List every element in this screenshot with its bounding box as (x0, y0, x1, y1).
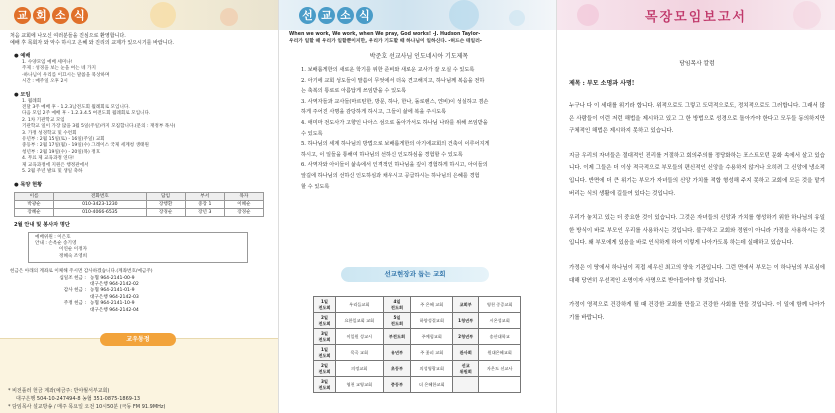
section-line: 4. 무료 제 교육과정 연다! (22, 156, 75, 162)
table-cell: 자은도 선교사 (479, 361, 521, 377)
table-cell: 하양성결교회 (411, 313, 453, 329)
table-cell: 장경순 (146, 208, 185, 216)
table-cell (479, 377, 521, 393)
column-paragraph: 우리가 놓치고 있는 더 중요한 것이 있습니다. 그것은 자녀들의 신앙과 가치를 형성하기 위한 하나님의 유일한 방식이 바로 부모인 우리를 사용하시는 것입니다. 불구하고 교회와 정원이 아니라 가정을 사용하시는 것입니다. 왜 부모에게 있음을 바로 인식하게 하여 이렇게 나아가도록 하는데 실패하고 있습니다. (569, 215, 825, 247)
donation-account: 농협 964-2141-10-9 (90, 301, 135, 307)
table-cell: 2일 전도회 (314, 361, 336, 377)
cell-report-title: 목장모임보고서 (645, 9, 747, 25)
mission-news-panel (278, 0, 556, 413)
column-topic: 제목 : 부모 소명과 사명! (569, 80, 635, 87)
table-cell: 시온성교회 (479, 313, 521, 329)
prayer-item: 는 축복의 통로로 아름답게 쓰임받을 수 있도록 (301, 88, 407, 95)
section-line: 1. 수양모임 예배 세미나! (22, 60, 73, 65)
table-cell: 4일 전도회 (383, 297, 411, 313)
missions-badge: 선교현장과 돕는 교회 (341, 267, 489, 282)
mission-support-table (313, 296, 521, 393)
volunteers-box (28, 232, 248, 264)
donation-label: 주정 헌금 : (63, 301, 86, 307)
footer-line: 대구은행 504-10-247494-8 농협 351-0875-1869-13 (16, 396, 141, 402)
volunteer-line: 정혜숙 조영희 (59, 253, 88, 259)
table-header: 이름 (15, 192, 54, 200)
table-cell: 3일 전도회 (314, 329, 336, 345)
donation-label (10, 308, 90, 314)
table-row (314, 361, 521, 377)
section-heading: 2월 안내 및 봉사자 명단 (14, 221, 70, 228)
meetings-section (0, 92, 278, 176)
cell-report-panel (556, 0, 835, 413)
church-news-banner (0, 0, 278, 30)
column-paragraph: 지금 우리의 자녀들은 절대적인 진리를 거절하고 회의주의를 정당화하는 포스트모던 문화 속에서 살고 있습니다. 이제 그들은 더 이상 적극적으로 부모들의 편신적인 신앙을 수용하지 않거나 오히려 그 신앙에 냉소적입니다. 반면에 더 큰 위기는 부모가 자녀들의 신앙 가치를 적합 형성해 주지 못하고 교회에 모든 것을 맡겨 버리는 식의 생활에 길들여 있다는 것입니다. (569, 152, 825, 197)
donation-label: 감사 헌금 : (63, 288, 86, 294)
prayer-item: 할 수 있도록 (301, 183, 330, 190)
donation-account: 대구은행 964-2142-03 (90, 294, 139, 300)
table-cell: 부전도회 (383, 329, 411, 345)
member-news-footer (0, 338, 278, 413)
prayer-item: 4. 애미마 전도사가 고향인 나아스 섬으로 돌아가서도 하나님 나라를 위해 쓰임받을 (301, 119, 488, 126)
title-char: 교 (14, 7, 31, 24)
title-char: 소 (337, 7, 354, 24)
table-header: 전화번호 (54, 192, 146, 200)
table-cell: 의정교회 (336, 361, 384, 377)
donation-intro: 헌금은 아래의 계좌로 이체해 주시면 감사하겠습니다.(계좌번호/예금주) (10, 269, 153, 275)
worship-section (0, 53, 278, 86)
volunteer-line: 이연순 이정자 (59, 247, 88, 253)
mission-news-banner (279, 0, 556, 30)
table-cell: 010-4066-6535 (54, 208, 146, 216)
section-heading: ● 목양 현황 (14, 181, 43, 188)
table-cell: 주예힘교회 (411, 329, 453, 345)
table-row (314, 313, 521, 329)
table-cell: 5일 전도회 (383, 313, 411, 329)
prayer-list (301, 52, 537, 192)
table-cell: 이혜순 (224, 200, 263, 208)
table-cell (453, 377, 479, 393)
section-line: 제 교육과정에 지원은 행정관에서 (22, 162, 89, 168)
table-cell: 초등부 (383, 361, 411, 377)
donation-row (10, 308, 268, 314)
table-cell: 1일 전도회 (314, 297, 336, 313)
section-heading: ● 예배 (14, 53, 31, 59)
table-cell: 2일 전도회 (314, 313, 336, 329)
table-cell: 원대은혜교회 (479, 345, 521, 361)
intro-line: 예배 후 목회자 와 악수 하시고 은혜 와 진리의 교제가 있으시기를 바랍니다. (10, 40, 174, 46)
prayer-item: 5. 하나님의 세계 하나님의 방법으로 보배롭게한의 아기에교회의 건축이 이루어지게 (301, 141, 490, 148)
section-line: 중등부 : 2월 17일(월) - 19일(수) 그레이스 국제 세계청 생태원 (22, 143, 149, 149)
table-row (314, 329, 521, 345)
mission-quote (279, 30, 556, 45)
prayer-item: 하게 주어진 사명을 감당하게 하시고, 그들이 삶에 복을 주시도록 (301, 109, 447, 116)
table-row (15, 200, 264, 208)
table-cell: 의성영광교회 (411, 361, 453, 377)
table-cell: 교회부 (453, 297, 479, 313)
table-cell: 장년 3 (185, 208, 224, 216)
table-cell: 유년부 (383, 345, 411, 361)
column-paragraph: 누구나 다 이 세대를 위기라 합니다. 위적으로도 그렇고 도덕적으로도, 정치적으로도 그러합니다. 그래서 많은 사람들이 이런 저런 해법을 제시하고 있고 그 한 방법으로 성경으로 돌아가야 한다고 모두들 동의하지만 구체적인 해법은 제시하지 못하고 있습니다. (569, 103, 825, 135)
table-cell: 더 은혜한교회 (411, 377, 453, 393)
table-row (314, 297, 521, 313)
table-cell: 1청년부 (453, 313, 479, 329)
table-cell: 중등부 (383, 377, 411, 393)
donation-account: 농협 964-2141-00-9 (90, 275, 135, 281)
prayer-item: 2. 아기에 교회 성도들이 말씀이 무엇에서 더욱 견고해지고, 하나님께 복음을 전하 (301, 77, 485, 84)
table-cell: 1일 전도회 (314, 345, 336, 361)
table-row (314, 377, 521, 393)
section-line: 5. 2월 주년 발표 및 생일 축하 (22, 169, 83, 175)
section-line: 3. 가정 성경학교 및 수련회 (22, 130, 77, 136)
table-cell: 목곡 교회 (336, 345, 384, 361)
decorative-bubble (220, 8, 238, 26)
volunteer-line: 예배위원 : 이은호 (35, 234, 71, 240)
table-cell: 주 은혜 교회 (411, 297, 453, 313)
section-line: 청년부 : 2월 19일(수) - 20일(목) 정호 (22, 149, 101, 155)
donation-account: 대구은행 964-2142-04 (90, 307, 139, 313)
column-paragraph: 가정이 영적으로 건강하게 될 때 건강한 교회를 만들고 건강한 사회를 만들 것입니다. 이 일에 함께 나아가기를 바랍니다. (569, 302, 825, 321)
prayer-title: 박준호 선교사님 인도네시아 기도제목 (369, 53, 469, 60)
table-cell: 요한일교회 교회 (336, 313, 384, 329)
footer-line: * 담임목사 설교방송 / 매주 목요일 오전 10시50분 (극동 FM 91.9MHz) (8, 404, 166, 410)
decorative-bubble (577, 4, 599, 26)
table-header-row (15, 192, 264, 200)
section-line: 유년부 : 2월 15일(토) - 16일(주일) 교회 (22, 137, 105, 143)
column-heading: 담임목사 칼럼 (679, 61, 715, 67)
section-line: 1. 월례회 (22, 98, 42, 104)
title-char: 선 (299, 7, 316, 24)
pastor-column (569, 38, 825, 324)
member-news-badge: 교우동정 (100, 333, 176, 346)
table-header: 부서 (185, 192, 224, 200)
prayer-item: 앞길에 하나님의 선하신 인도하심과 채우시고 공급하시는 하나님의 은혜를 경험 (301, 172, 480, 179)
title-char: 소 (52, 7, 69, 24)
staff-table (14, 192, 264, 217)
section-line: 기관학교 일이 가장 많을 3월 5일(주일)까지 모집합니다.(문의 : 재정부 목사) (22, 124, 176, 130)
table-cell: 이일원 성교시 (336, 329, 384, 345)
table-cell: 영천 중증교회 (479, 297, 521, 313)
table-cell: 영천 교영교회 (336, 377, 384, 393)
intro-line: 처음 교회에 나오신 여러분들을 진심으로 환영합니다. (10, 33, 126, 39)
cell-report-banner (557, 0, 835, 30)
donation-account: 대구은행 964-2142-02 (90, 281, 139, 287)
mission-news-title (299, 7, 373, 24)
welcome-intro (0, 30, 278, 47)
table-cell: 3일 전도회 (314, 377, 336, 393)
donation-account: 농협 964-2141-01-9 (90, 288, 135, 294)
table-header: 담임 (146, 192, 185, 200)
table-cell: 장행환 (146, 200, 185, 208)
title-char: 회 (33, 7, 50, 24)
table-cell: 장경순 (224, 208, 263, 216)
table-row (314, 345, 521, 361)
volunteers-section (0, 222, 278, 229)
footer-line: * 비전플러 헌금 계좌(예금주: 반야월서부교회) (8, 388, 110, 394)
donation-label: 십일조 헌금 : (59, 275, 86, 281)
prayer-item: 6. 사역자와 아이들이 삶속에서 인격적인 하나님을 깊이 경험하게 하시고, 아이들의 (301, 162, 488, 169)
table-header: 목자 (224, 192, 263, 200)
title-char: 식 (71, 7, 88, 24)
table-cell: 선교 위원회 (453, 361, 479, 377)
prayer-item: 3. 사역자들과 교사들(마르틴한, 방문, 하나, 한나, 돌로렌스, 얀비)이 성실하고 겸손 (301, 98, 489, 105)
decorative-bubble (449, 0, 479, 30)
column-paragraph: 가정은 이 땅에서 하나님이 직접 세우신 최고의 양육 기관입니다. 그런 면에서 부모는 이 하나님의 부르심에 대해 당연히 우선적인 소명이자 사명으로 받아들여야 할 것입니다. (569, 264, 825, 284)
table-cell: 010-3423-1230 (54, 200, 146, 208)
table-cell: 2청년부 (453, 329, 479, 345)
table-cell: 우리들교회 (336, 297, 384, 313)
quote-korean: 우리가 일할 때 우리가 일할뿐이지만, 우리가 기도할 때 하나님이 일하신다. -허드슨 테일러- (289, 38, 482, 44)
table-cell: 송산대학교 (479, 329, 521, 345)
section-heading: ● 모임 (14, 91, 31, 98)
table-cell: 주 꽃피 교회 (411, 345, 453, 361)
prayer-item: 1. 보배롭게한의 새로운 학기를 위한 준비와 새로운 교사가 잘 오실 수 있도록 (301, 67, 475, 73)
table-cell: 중장 1 (185, 200, 224, 208)
shepherding-section (0, 182, 278, 189)
title-char: 식 (356, 7, 373, 24)
section-line: 다음 모임 2주 예배 후 - 1.2.3.4.5 여전도회 월례회로 모입니다. (22, 111, 151, 117)
church-news-title (14, 7, 88, 24)
prayer-item: 수 있도록 (301, 130, 323, 137)
section-line: 시간 : 매주일 오후 2시 (22, 79, 68, 85)
donation-info (0, 269, 278, 314)
volunteer-line: 안내 : 손옥순 송기영 (35, 240, 77, 246)
table-cell: 박광순 (15, 200, 54, 208)
decorative-bubble (793, 1, 821, 29)
section-line: -하나님이 우리를 이끄시는 말씀을 묵상하며 (22, 72, 110, 78)
decorative-bubble (509, 10, 525, 26)
section-line: 주제 : 성경을 보는 눈을 여는 네 가지 (22, 66, 96, 72)
table-cell: 관사회 (453, 345, 479, 361)
section-line: 2. 1차 기관학교 모임 (22, 117, 65, 123)
decorative-bubble (150, 2, 176, 28)
prayer-item: 하시고, 이 일들을 통해여 하나님의 선하신 인도하심을 경험할 수 있도록 (301, 151, 463, 158)
title-char: 교 (318, 7, 335, 24)
table-cell: 장혜순 (15, 208, 54, 216)
table-row (15, 208, 264, 216)
quote-english: When we work, We work, when We pray, God works! -J. Hudson Taylor- (289, 32, 481, 37)
section-line: 전달 3주 예배 후 - 1.2.3남전도회 월례회로 모입니다. (22, 105, 130, 111)
church-news-panel (0, 0, 278, 413)
